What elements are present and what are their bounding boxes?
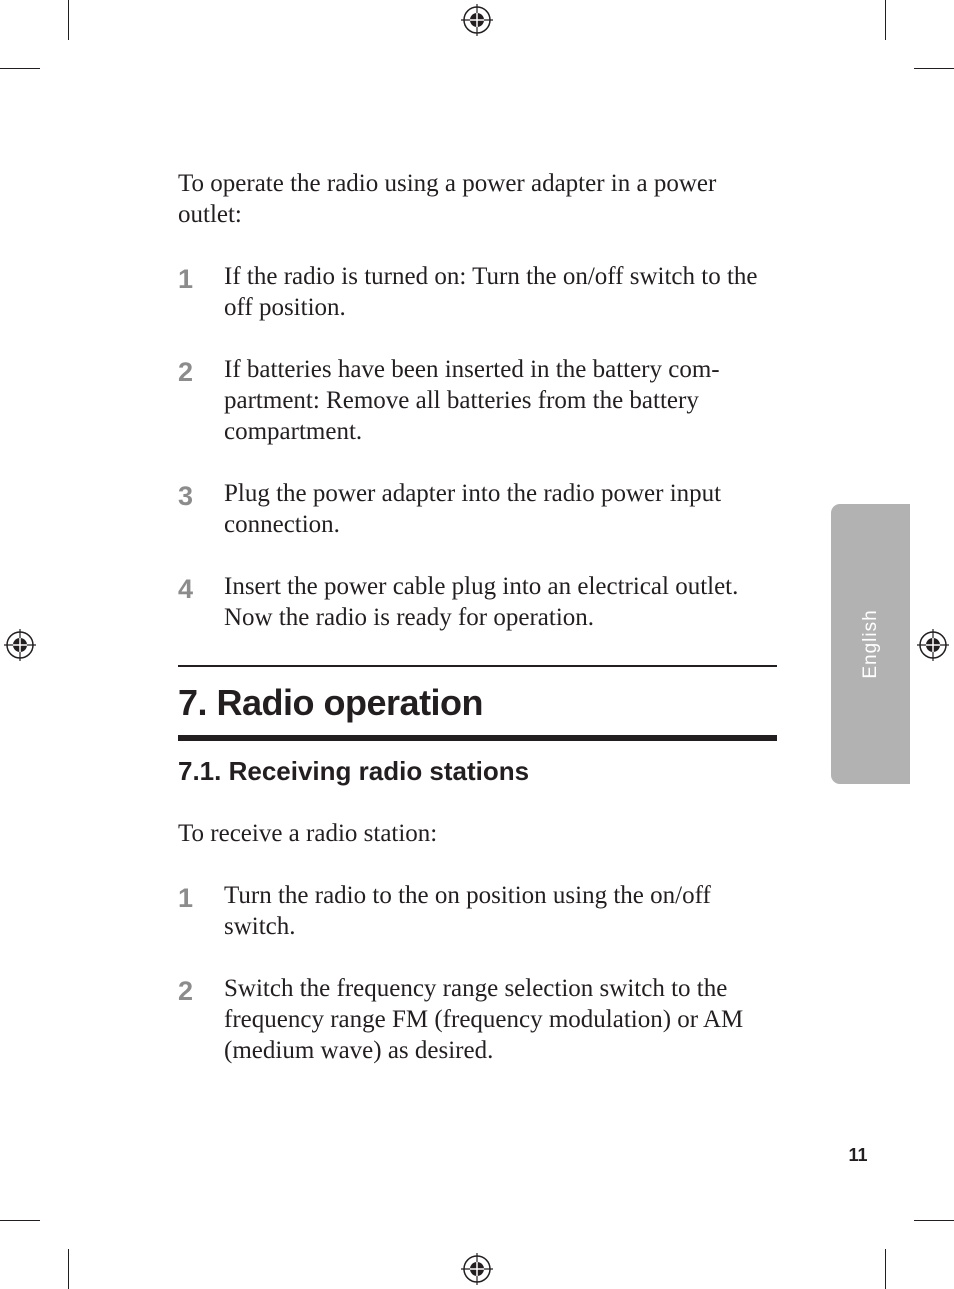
list-item: [178, 478, 778, 540]
step-text: Insert the power cable plug into an electrical outlet. Now the radio is ready for operation.: [224, 573, 739, 631]
crop-mark: [885, 1249, 886, 1289]
crop-mark: [914, 68, 954, 69]
step-text: If batteries have been inserted in the battery com-partment: Remove all batteries from the battery compartment.: [224, 356, 720, 445]
heading-underline: [178, 735, 777, 741]
page-number: 11: [848, 1145, 868, 1165]
receive-intro-paragraph: To receive a radio station:: [178, 820, 438, 847]
language-tab-label: English: [859, 609, 881, 679]
step-text: Switch the frequency range selection switch to the frequency range FM (frequency modulation) or AM (medium wave) as desired.: [224, 975, 744, 1064]
registration-mark-icon: [461, 4, 493, 36]
language-tab: [831, 504, 910, 784]
step-number: 2: [178, 976, 194, 1006]
step-number: 4: [178, 574, 194, 604]
list-item: [178, 261, 778, 323]
registration-mark-icon: [461, 1253, 493, 1285]
crop-mark: [885, 0, 886, 40]
registration-mark-icon: [4, 629, 36, 661]
list-item: [178, 880, 778, 942]
step-number: 1: [178, 264, 194, 294]
list-item: [178, 354, 778, 447]
step-text: Plug the power adapter into the radio power input connection.: [224, 480, 722, 538]
list-item: [178, 973, 778, 1066]
step-text: If the radio is turned on: Turn the on/off switch to the off position.: [224, 263, 758, 321]
section-divider: [178, 665, 777, 667]
step-number: 3: [178, 481, 194, 511]
crop-mark: [914, 1220, 954, 1221]
intro-paragraph: To operate the radio using a power adapter in a power outlet:: [178, 170, 717, 228]
step-number: 2: [178, 357, 194, 387]
crop-mark: [0, 68, 40, 69]
page-content: [178, 168, 778, 1097]
crop-mark: [0, 1220, 40, 1221]
list-item: [178, 571, 778, 633]
crop-mark: [68, 0, 69, 40]
registration-mark-icon: [917, 629, 949, 661]
crop-mark: [68, 1249, 69, 1289]
step-text: Turn the radio to the on position using the on/off switch.: [224, 882, 711, 940]
subsection-heading: 7.1. Receiving radio stations: [178, 756, 530, 786]
step-number: 1: [178, 883, 194, 913]
section-heading: 7. Radio operation: [178, 682, 484, 723]
